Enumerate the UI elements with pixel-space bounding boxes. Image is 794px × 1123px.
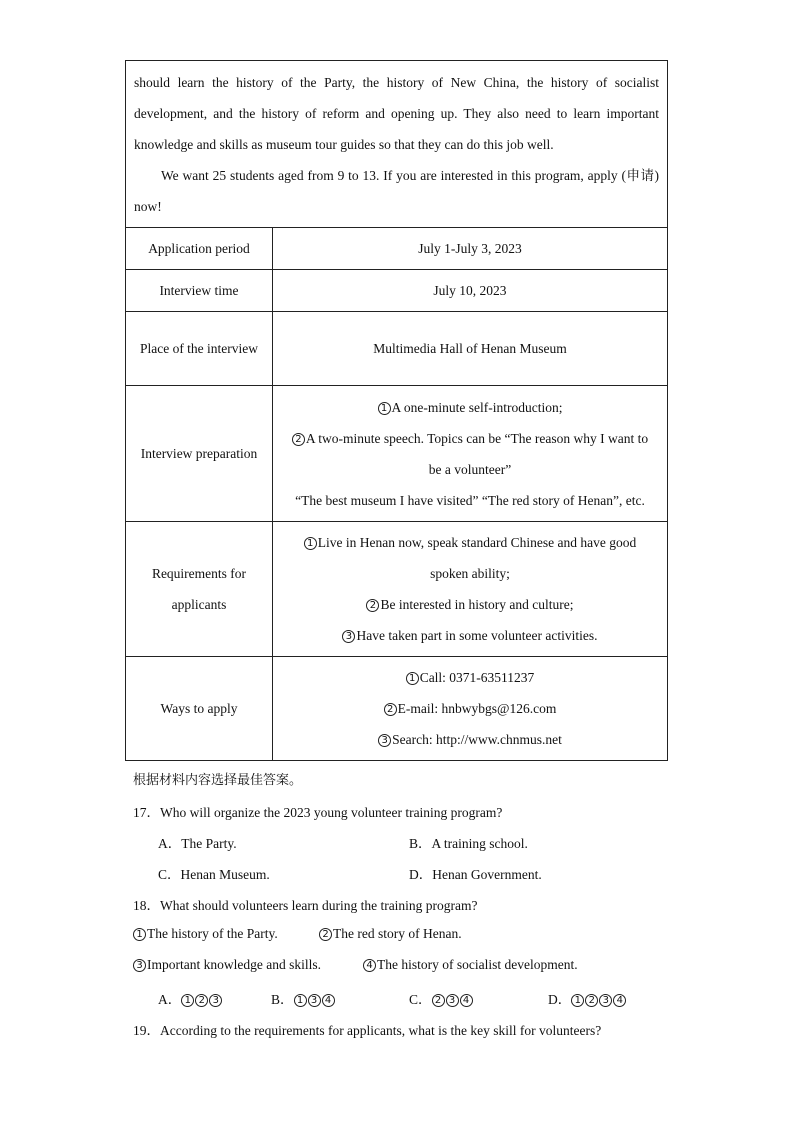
circled-number: 2 bbox=[366, 599, 379, 612]
circled-number: 3 bbox=[446, 994, 459, 1007]
question-text: What should volunteers learn during the training program? bbox=[160, 898, 478, 913]
circled-number: 2 bbox=[384, 703, 397, 716]
preparation-value bbox=[273, 386, 667, 521]
requirement-item-1-text: Live in Henan now, speak standard Chinese and have good bbox=[317, 535, 637, 550]
preparation-item-1-text: A one-minute self-introduction; bbox=[391, 399, 563, 415]
row-place bbox=[126, 312, 667, 386]
row-preparation bbox=[126, 386, 667, 522]
intro-paragraph-2: We want 25 students aged from 9 to 13. If you are interested in this program, apply (申请) now! bbox=[134, 168, 659, 214]
preparation-item-2 bbox=[292, 423, 648, 454]
circled-number: 1 bbox=[181, 994, 194, 1007]
preparation-item-2-text: A two-minute speech. Topics can be “The reason why I want to bbox=[305, 430, 649, 446]
requirement-item-3-text: Have taken part in some volunteer activities. bbox=[356, 628, 598, 643]
question-number: 17． bbox=[133, 805, 160, 820]
requirement-item-1 bbox=[304, 527, 637, 558]
ways-label: Ways to apply bbox=[126, 657, 273, 760]
application-period-value: July 1-July 3, 2023 bbox=[418, 241, 522, 256]
circled-number: 1 bbox=[378, 402, 391, 415]
circled-number: 4 bbox=[363, 959, 376, 972]
option-letter: B． bbox=[271, 992, 294, 1007]
q17-option-c[interactable]: C．Henan Museum. bbox=[158, 867, 270, 882]
instruction: 根据材料内容选择最佳答案。 bbox=[133, 773, 303, 788]
question-text: According to the requirements for applicants, what is the key skill for volunteers? bbox=[160, 1023, 602, 1038]
row-interview-time bbox=[126, 270, 667, 312]
intro-paragraph-1: should learn the history of the Party, the history of New China, the history of socialist development, and the history of reform and opening up. They also need to learn important knowledge and skills as museum tour guides so that they can do this job well. bbox=[134, 75, 659, 152]
q18-statement-1 bbox=[133, 926, 278, 942]
ways-item-3 bbox=[378, 724, 562, 755]
notice-frame bbox=[125, 60, 668, 761]
option-letter: C． bbox=[409, 992, 432, 1007]
row-ways-to-apply bbox=[126, 657, 667, 760]
option-letter: A． bbox=[158, 992, 182, 1007]
circled-number: 3 bbox=[209, 994, 222, 1007]
circled-number: 1 bbox=[294, 994, 307, 1007]
question-17 bbox=[133, 801, 502, 821]
circled-number: 4 bbox=[322, 994, 335, 1007]
intro-section bbox=[126, 61, 667, 228]
ways-item-1 bbox=[406, 662, 535, 693]
question-text: Who will organize the 2023 young volunteer training program? bbox=[160, 805, 503, 820]
requirement-item-3 bbox=[342, 620, 597, 651]
place-value: Multimedia Hall of Henan Museum bbox=[373, 341, 567, 356]
application-period-label: Application period bbox=[126, 228, 273, 269]
ways-item-2 bbox=[384, 693, 557, 724]
circled-number: 2 bbox=[585, 994, 598, 1007]
row-requirements bbox=[126, 522, 667, 657]
circled-number: 3 bbox=[599, 994, 612, 1007]
question-number: 19． bbox=[133, 1023, 160, 1038]
q17-option-a[interactable]: A．The Party. bbox=[158, 836, 237, 851]
interview-time-label: Interview time bbox=[126, 270, 273, 311]
circled-number: 1 bbox=[406, 672, 419, 685]
circled-number: 1 bbox=[571, 994, 584, 1007]
interview-time-value: July 10, 2023 bbox=[433, 283, 507, 298]
circled-number: 3 bbox=[308, 994, 321, 1007]
requirement-item-1-cont: spoken ability; bbox=[430, 566, 510, 581]
requirement-item-2 bbox=[366, 589, 573, 620]
requirements-label: Requirements for applicants bbox=[126, 522, 273, 656]
question-number: 18． bbox=[133, 898, 160, 913]
q18-option-d[interactable] bbox=[548, 988, 627, 1008]
circled-number: 2 bbox=[292, 433, 305, 446]
preparation-item-2-topics: “The best museum I have visited” “The red story of Henan”, etc. bbox=[295, 492, 645, 508]
q18-option-a[interactable] bbox=[158, 988, 223, 1008]
circled-number: 1 bbox=[133, 928, 146, 941]
ways-item-1-text: Call: 0371-63511237 bbox=[419, 670, 535, 685]
circled-number: 2 bbox=[319, 928, 332, 941]
statement-text: The history of the Party. bbox=[147, 926, 278, 941]
ways-item-2-text: E-mail: hnbwybgs@126.com bbox=[397, 701, 557, 716]
circled-number: 4 bbox=[613, 994, 626, 1007]
circled-number: 2 bbox=[432, 994, 445, 1007]
statement-text: The red story of Henan. bbox=[333, 926, 462, 941]
preparation-item-1 bbox=[378, 392, 563, 423]
circled-number: 4 bbox=[460, 994, 473, 1007]
circled-number: 2 bbox=[195, 994, 208, 1007]
q18-statement-3 bbox=[133, 957, 321, 973]
question-19 bbox=[133, 1019, 601, 1039]
circled-number: 1 bbox=[304, 537, 317, 550]
statement-text: Important knowledge and skills. bbox=[147, 957, 321, 972]
requirement-item-2-text: Be interested in history and culture; bbox=[380, 597, 574, 612]
place-label: Place of the interview bbox=[126, 312, 273, 385]
q17-option-b[interactable]: B．A training school. bbox=[409, 836, 528, 851]
preparation-label: Interview preparation bbox=[126, 386, 273, 521]
q18-option-b[interactable] bbox=[271, 988, 336, 1008]
preparation-item-2-cont: be a volunteer” bbox=[428, 461, 512, 477]
circled-number: 3 bbox=[342, 630, 355, 643]
q18-option-c[interactable] bbox=[409, 988, 474, 1008]
circled-number: 3 bbox=[133, 959, 146, 972]
q17-option-d[interactable]: D．Henan Government. bbox=[409, 867, 542, 882]
circled-number: 3 bbox=[378, 734, 391, 747]
statement-text: The history of socialist development. bbox=[377, 957, 578, 972]
ways-value bbox=[273, 657, 667, 760]
question-18 bbox=[133, 894, 478, 914]
row-application-period bbox=[126, 228, 667, 270]
option-letter: D． bbox=[548, 992, 572, 1007]
q18-statement-4 bbox=[363, 957, 578, 973]
requirements-value bbox=[273, 522, 667, 656]
ways-item-3-text: Search: http://www.chnmus.net bbox=[392, 732, 562, 747]
q18-statement-2 bbox=[319, 926, 462, 942]
